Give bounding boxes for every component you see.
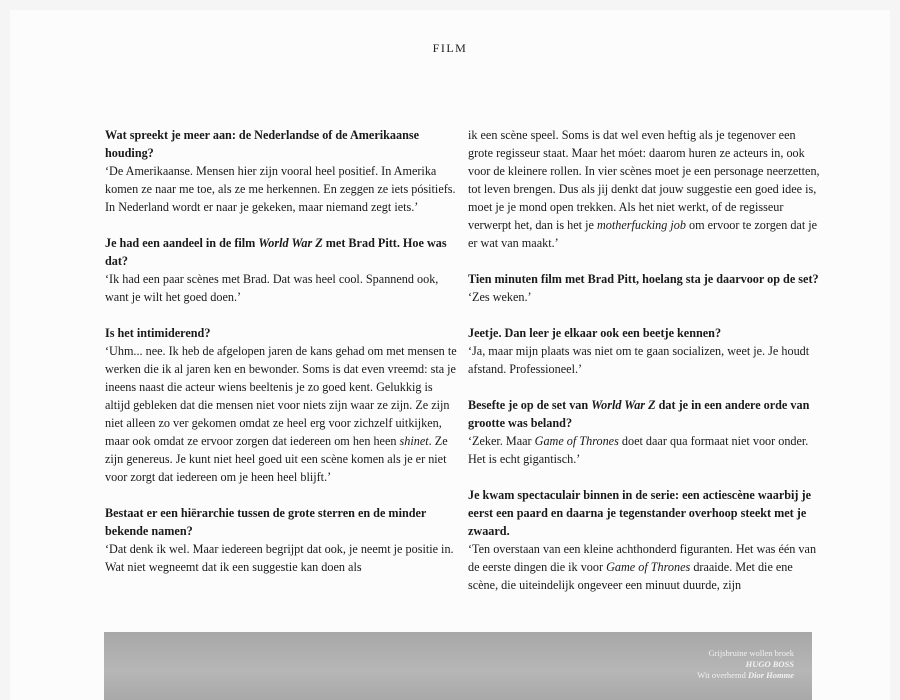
- interview-question: Bestaat er een hiërarchie tussen de grote sterren en de minder bekende namen?: [105, 506, 427, 538]
- interview-answer: ‘Ten overstaan van een kleine achthonderd figuranten. Het was één van de eerste dingen die ik voor Game of Thrones draaide. Met die ene scène, die uiteindelijk ongeveer een minuut duurde, zijn: [468, 542, 817, 592]
- right-column: [468, 126, 820, 612]
- qa-block: [468, 270, 820, 306]
- film-title: World War Z: [258, 236, 323, 250]
- qa-block: [105, 324, 457, 486]
- caption-brand: Dior Homme: [747, 670, 794, 680]
- qa-block: [105, 126, 457, 216]
- interview-answer: ‘De Amerikaanse. Mensen hier zijn vooral heel positief. In Amerika komen ze naar me toe, als ze me herkennen. En zeggen ze iets pósitiefs. In Nederland wordt er naar je gekeken, maar niemand zegt iets.’: [105, 164, 456, 214]
- left-column: [105, 126, 457, 594]
- qa-block: [468, 396, 820, 468]
- interview-question: Je had een aandeel in de film World War Z met Brad Pitt. Hoe was dat?: [105, 236, 447, 268]
- interview-answer: ‘Zes weken.’: [468, 290, 532, 304]
- interview-question: Wat spreekt je meer aan: de Nederlandse of de Amerikaanse houding?: [105, 128, 420, 160]
- magazine-page: [10, 10, 890, 700]
- qa-block: [105, 504, 457, 576]
- interview-answer: ik een scène speel. Soms is dat wel even heftig als je tegenover een grote regisseur staat. Maar het móet: daarom huren ze acteurs in, ook voor de kleinere rollen. In vier scènes moet je een personage neerzetten, tot leven brengen. Dus als jij denkt dat jouw suggestie een goed idee is, moet je je mond open trekken. Als het niet werkt, of de regisseur verwerpt het, dan is het je motherfucking job om ervoor te zorgen dat je er wat van maakt.’: [468, 128, 820, 250]
- interview-question: Je kwam spectaculair binnen in de serie: een actiescène waarbij je eerst een paard en daarna je tegenstander overhoop steekt met je zwaard.: [468, 488, 811, 538]
- qa-block: [468, 486, 820, 594]
- interview-answer: ‘Uhm... nee. Ik heb de afgelopen jaren de kans gehad om met mensen te werken die ik al jaren ken en bewonder. Soms is dat even vreemd: sta je ineens naast die acteur wiens beeltenis je zo goed kent. Gelukkig is altijd gebleken dat die mensen niet voor niets zijn waar ze zijn. Ze zijn niet alleen zo ver gekomen omdat ze heel erg voor zichzelf uitkijken, maar ook omdat ze ervoor zorgen dat iedereen om hen heen shinet. Ze zijn genereus. Je kunt niet heel goed uit een scène komen als je er niet voor zorgt dat iedereen om je heen heel blijft.’: [105, 344, 457, 484]
- qa-block: [468, 324, 820, 378]
- interview-answer: ‘Zeker. Maar Game of Thrones doet daar qua formaat niet voor onder. Het is echt gigantisch.’: [468, 434, 809, 466]
- interview-question: Is het intimiderend?: [105, 326, 211, 340]
- interview-question: Jeetje. Dan leer je elkaar ook een beetje kennen?: [468, 326, 722, 340]
- qa-block: [468, 126, 820, 252]
- film-title: World War Z: [591, 398, 656, 412]
- interview-question: Besefte je op de set van World War Z dat je in een andere orde van grootte was beland?: [468, 398, 810, 430]
- photo-caption: [697, 648, 794, 681]
- fashion-photo: [104, 632, 812, 700]
- emphasis: motherfucking job: [596, 218, 686, 232]
- interview-question: Tien minuten film met Brad Pitt, hoelang sta je daarvoor op de set?: [468, 272, 819, 286]
- caption-line: Grijsbruine wollen broek: [708, 648, 794, 658]
- series-title: Game of Thrones: [606, 560, 691, 574]
- caption-line: Wit overhemd Dior Homme: [697, 670, 794, 680]
- interview-answer: ‘Ja, maar mijn plaats was niet om te gaan socializen, weet je. Je houdt afstand. Professioneel.’: [468, 344, 810, 376]
- interview-answer: ‘Ik had een paar scènes met Brad. Dat was heel cool. Spannend ook, want je wilt het goed doen.’: [105, 272, 439, 304]
- emphasis: shinet: [399, 434, 429, 448]
- caption-brand: HUGO BOSS: [745, 659, 794, 669]
- section-label: FILM: [432, 41, 468, 55]
- series-title: Game of Thrones: [534, 434, 619, 448]
- interview-answer: ‘Dat denk ik wel. Maar iedereen begrijpt dat ook, je neemt je positie in. Wat niet wegneemt dat ik een suggestie kan doen als: [105, 542, 454, 574]
- qa-block: [105, 234, 457, 306]
